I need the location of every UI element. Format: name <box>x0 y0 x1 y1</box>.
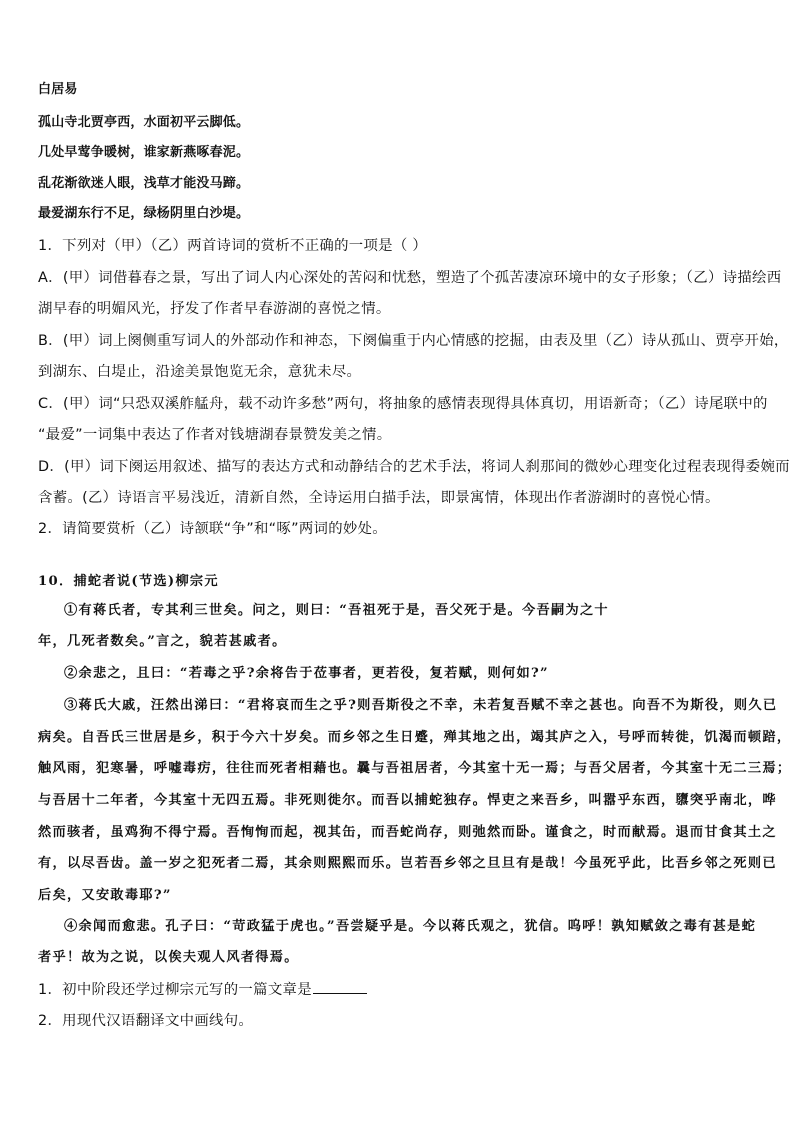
poem-line-1: 孤山寺北贾亭西，水面初平云脚低。 <box>38 115 250 130</box>
essay-paragraph-2: ②余悲之，且曰：“若毒之乎?余将告于莅事者，更若役，复若赋，则何如?” <box>64 666 549 681</box>
option-c-line-2: “最爱”一词集中表达了作者对钱塘湖春景赞发美之情。 <box>38 427 392 443</box>
option-d-line-2: 含蓄。(乙）诗语言平易浅近，清新自然，全诗运用白描手法，即景寓情，体现出作者游湖时的喜悦心情。 <box>38 490 720 506</box>
essay-paragraph-1-line-1: ①有蒋氏者，专其利三世矣。问之，则曰：“吾祖死于是，吾父死于是。今吾嗣为之十 <box>64 603 609 618</box>
option-d-line-1: D．(甲）词下阕运用叙述、描写的表达方式和动静结合的艺术手法，将词人刹那间的微妙心理变化过程表现得委婉而 <box>38 459 790 475</box>
option-a-line-1: A．(甲）词借暮春之景，写出了词人内心深处的苦闷和忧愁，塑造了个孤苦凄凉环境中的女子形象；（乙）诗描绘西 <box>38 270 782 286</box>
poem-line-2: 几处早莺争暖树，谁家新燕啄春泥。 <box>38 145 250 160</box>
question-1: 1．下列对（甲）（乙）两首诗词的赏析不正确的一项是（ ） <box>38 238 428 254</box>
option-a-line-2: 湖早春的明媚风光，抒发了作者早春游湖的喜悦之情。 <box>38 301 391 317</box>
essay-paragraph-4-line-2: 者乎！故为之说，以俟夫观人风者得焉。 <box>38 950 299 965</box>
essay-paragraph-3-line-6: 有，以尽吾齿。盖一岁之犯死者二焉，其余则熙熙而乐。岂若吾乡邻之旦旦有是哉！今虽死乎此，比吾乡邻之死则已 <box>38 856 777 871</box>
essay-paragraph-3-line-1: ③蒋氏大戚，汪然出涕曰：“君将哀而生之乎?则吾斯役之不幸，未若复吾赋不幸之甚也。向吾不为斯役，则久已 <box>64 698 778 713</box>
essay-paragraph-3-line-4: 与吾居十二年者，今其室十无四五焉。非死则徙尔。而吾以捕蛇独存。悍吏之来吾乡，叫嚣乎东西，隳突乎南北，哗 <box>38 793 777 808</box>
essay-question-1 <box>38 979 367 1000</box>
essay-title: 10．捕蛇者说(节选)柳宗元 <box>38 574 219 589</box>
option-b-line-1: B．(甲）词上阕侧重写词人的外部动作和神态，下阕偏重于内心情感的挖掘，由表及里（乙）诗从孤山、贾亭开始， <box>38 333 789 349</box>
essay-question-1-text: 1．初中阶段还学过柳宗元写的一篇文章是 <box>38 982 312 998</box>
poem-author: 白居易 <box>38 82 78 97</box>
essay-paragraph-4-line-1: ④余闻而愈悲。孔子曰：“苛政猛于虎也。”吾尝疑乎是。今以蒋氏观之，犹信。呜呼！孰知赋敛之毒有甚是蛇 <box>64 919 757 934</box>
poem-line-4: 最爱湖东行不足，绿杨阴里白沙堤。 <box>38 206 250 221</box>
essay-paragraph-3-line-2: 病矣。自吾氏三世居是乡，积于今六十岁矣。而乡邻之生日蹙，殚其地之出，竭其庐之入，号呼而转徙，饥渴而顿踣， <box>38 730 792 745</box>
poem-line-3: 乱花渐欲迷人眼，浅草才能没马蹄。 <box>38 176 250 191</box>
option-b-line-2: 到湖东、白堤止，沿途美景饱览无余，意犹未尽。 <box>38 364 362 380</box>
answer-blank[interactable] <box>313 979 367 994</box>
essay-paragraph-3-line-3: 触风雨，犯寒暑，呼嘘毒疠，往往而死者相藉也。曩与吾祖居者，今其室十无一焉；与吾父居者，今其室十无二三焉； <box>38 761 792 776</box>
option-c-line-1: C．(甲）词“只恐双溪舴艋舟，载不动许多愁”两句，将抽象的感情表现得具体真切，用语新奇；（乙）诗尾联中的 <box>38 396 768 412</box>
essay-paragraph-3-line-7: 后矣，又安敢毒耶?” <box>38 888 172 903</box>
question-2: 2．请简要赏析（乙）诗颔联“争”和“啄”两词的妙处。 <box>38 521 387 537</box>
essay-paragraph-3-line-5: 然而骇者，虽鸡狗不得宁焉。吾恂恂而起，视其缶，而吾蛇尚存，则弛然而卧。谨食之，时而献焉。退而甘食其土之 <box>38 825 777 840</box>
essay-paragraph-1-line-2: 年，几死者数矣。”言之，貌若甚戚者。 <box>38 634 287 649</box>
essay-question-2: 2．用现代汉语翻译文中画线句。 <box>38 1013 254 1029</box>
